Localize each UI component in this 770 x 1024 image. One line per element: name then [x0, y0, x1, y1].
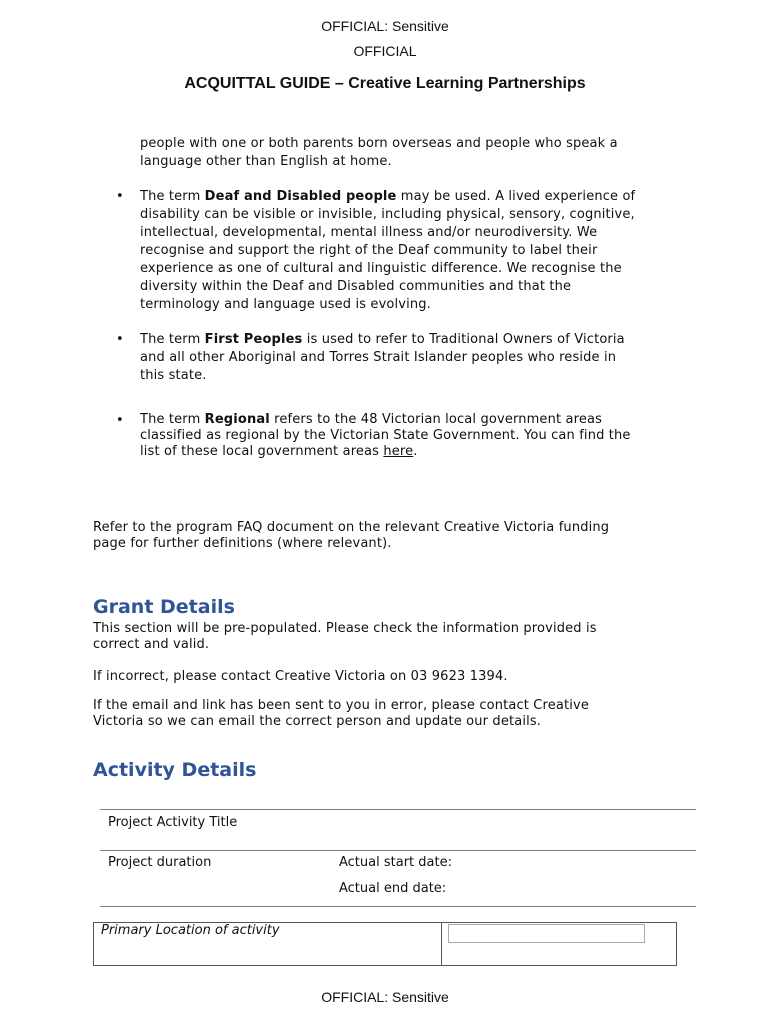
text-line [140, 331, 720, 349]
intro-continued [140, 135, 700, 171]
text-line: intellectual, developmental, mental illness and/or neurodiversity. We [140, 225, 598, 240]
primary-location-input[interactable] [448, 924, 645, 943]
text-line: language other than English at home. [140, 154, 392, 169]
classification-header: OFFICIAL: Sensitive [321, 18, 449, 34]
text-span: refers to the 48 Victorian local government areas [269, 412, 603, 427]
bullet-icon: • [116, 332, 124, 347]
text-line: and all other Aboriginal and Torres Strait Islander peoples who reside in [140, 350, 617, 365]
text-line: diversity within the Deaf and Disabled communities and that the [140, 279, 572, 294]
text-line: experience as one of cultural and linguistic difference. We recognise the [140, 261, 622, 276]
bullet-icon: • [116, 413, 124, 428]
table-divider [100, 850, 696, 851]
grant-details-para2: If incorrect, please contact Creative Victoria on 03 9623 1394. [93, 669, 508, 684]
text-line [140, 444, 720, 460]
grant-details-heading: Grant Details [93, 596, 235, 618]
regional-lga-link[interactable]: here [383, 444, 414, 459]
grant-details-para3 [93, 698, 713, 730]
table-divider [100, 906, 696, 907]
term-regional: Regional [204, 412, 270, 427]
table-column-divider [441, 922, 442, 966]
text-line: classified as regional by the Victorian State Government. You can find the [140, 428, 631, 443]
text-line [140, 188, 720, 206]
text-line: This section will be pre-populated. Please check the information provided is [93, 621, 597, 636]
grant-details-para1 [93, 621, 713, 653]
start-date-label: Actual start date: [339, 855, 452, 870]
bullet-first-peoples [140, 331, 720, 385]
table-divider [100, 809, 696, 810]
text-line: recognise and support the right of the Deaf community to label their [140, 243, 598, 258]
text-span: list of these local government areas [140, 444, 384, 459]
document-title: ACQUITTAL GUIDE – Creative Learning Partnerships [184, 75, 586, 92]
text-line: correct and valid. [93, 637, 210, 652]
activity-details-heading: Activity Details [93, 759, 257, 781]
text-line: Victoria so we can email the correct person and update our details. [93, 714, 542, 729]
text-line [140, 412, 720, 428]
text-span: The term [140, 189, 205, 204]
term-deaf-disabled: Deaf and Disabled people [204, 189, 397, 204]
primary-location-label: Primary Location of activity [101, 923, 280, 938]
bullet-regional [140, 412, 720, 460]
text-line: If the email and link has been sent to you in error, please contact Creative [93, 698, 590, 713]
text-line: terminology and language used is evolving. [140, 297, 431, 312]
text-line: this state. [140, 368, 207, 383]
project-duration-label: Project duration [108, 855, 212, 870]
end-date-label: Actual end date: [339, 881, 447, 896]
term-first-peoples: First Peoples [204, 332, 303, 347]
text-line: disability can be visible or invisible, including physical, sensory, cognitive, [140, 207, 635, 222]
text-line: people with one or both parents born overseas and people who speak a [140, 136, 618, 151]
text-span: is used to refer to Traditional Owners of Victoria [302, 332, 625, 347]
text-span: may be used. A lived experience of [396, 189, 636, 204]
text-span: The term [140, 412, 205, 427]
text-span: The term [140, 332, 205, 347]
classification-sub-header: OFFICIAL [353, 43, 417, 59]
text-line: Refer to the program FAQ document on the relevant Creative Victoria funding [93, 520, 610, 535]
classification-footer: OFFICIAL: Sensitive [321, 989, 449, 1005]
project-title-label: Project Activity Title [108, 815, 238, 830]
text-line: page for further definitions (where relevant). [93, 536, 392, 551]
definitions-note [93, 520, 713, 552]
text-span: . [413, 444, 418, 459]
bullet-deaf-disabled [140, 188, 720, 314]
bullet-icon: • [116, 189, 124, 204]
